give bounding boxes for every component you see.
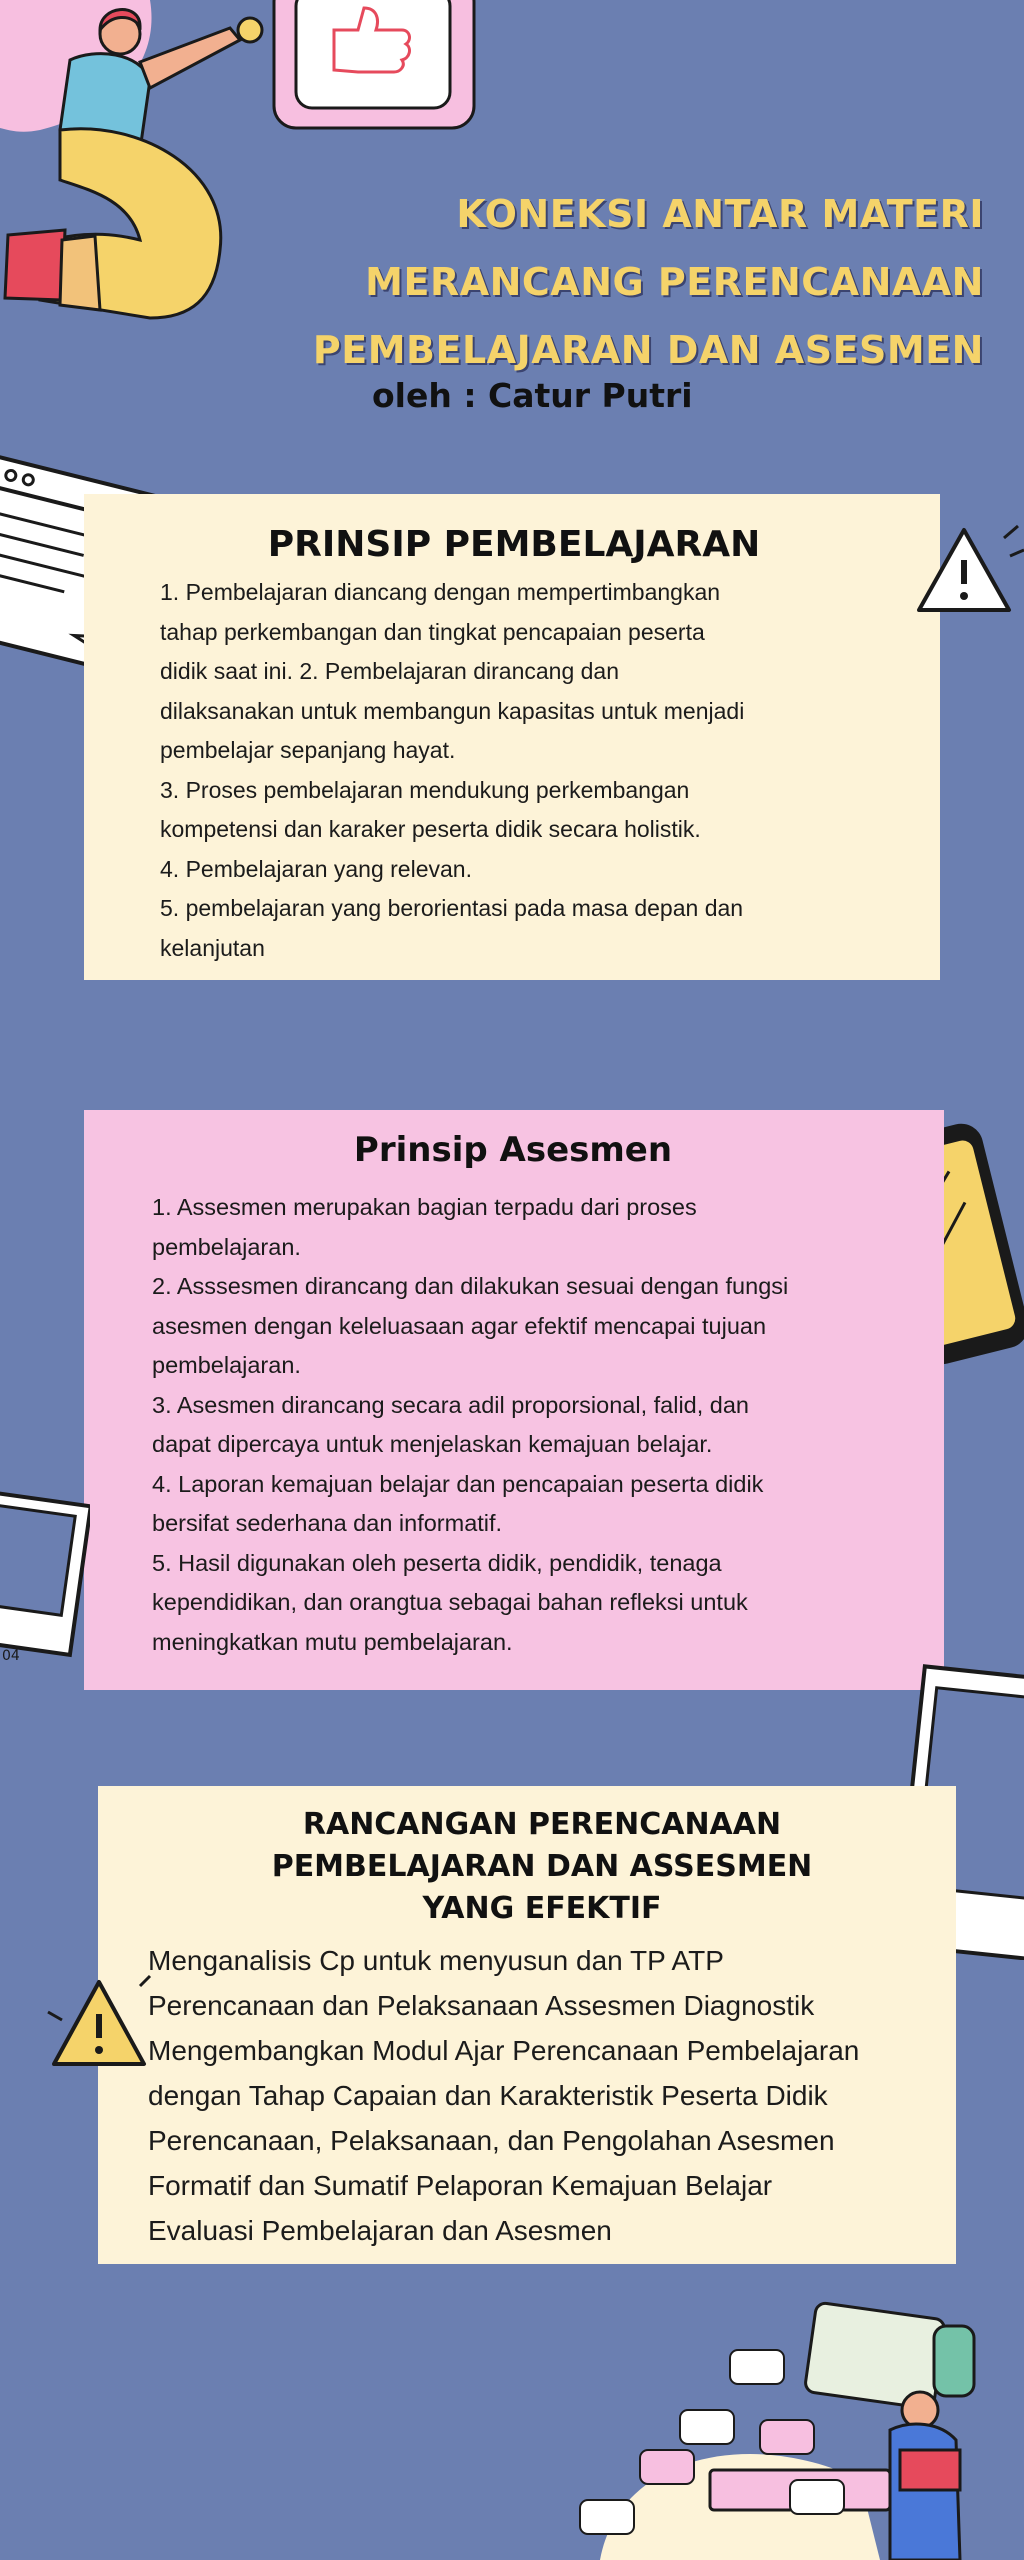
text-line: meningkatkan mutu pembelajaran. xyxy=(152,1628,513,1655)
page-title xyxy=(224,180,984,384)
warning-sign-icon xyxy=(44,1972,154,2082)
text-line: asesmen dengan keleluasaan agar efektif mencapai tujuan xyxy=(152,1312,767,1339)
text-line: 1. Assesmen merupakan bagian terpadu dari proses xyxy=(152,1194,697,1220)
text-line: kependidikan, dan orangtua sebagai bahan refleksi untuk xyxy=(152,1589,748,1615)
card-title-line: PEMBELAJARAN DAN ASSESMEN xyxy=(271,1849,813,1884)
title-line: MERANCANG PERENCANAAN xyxy=(365,260,984,304)
title-line: KONEKSI ANTAR MATERI xyxy=(456,192,984,236)
text-line: kelanjutan xyxy=(160,934,265,961)
text-line: pembelajaran. xyxy=(152,1352,301,1378)
card-title: Prinsip Asesmen xyxy=(353,1130,673,1170)
photo-frame-icon xyxy=(0,1480,90,1690)
text-line: Perencanaan, Pelaksanaan, dan Pengolahan Asesmen xyxy=(148,2125,835,2156)
effective-planning-card xyxy=(98,1786,956,2264)
card-body xyxy=(152,1188,874,1662)
principles-of-assessment-card xyxy=(84,1110,944,1690)
thumbs-up-card-icon xyxy=(268,0,488,140)
principles-of-learning-card xyxy=(84,494,940,980)
card-title xyxy=(148,1804,936,1930)
card-title-line: RANCANGAN PERENCANAAN xyxy=(302,1807,782,1842)
text-line: tahap perkembangan dan tingkat pencapaian peserta xyxy=(160,618,705,645)
text-line: dengan Tahap Capaian dan Karakteristik Peserta Didik xyxy=(148,2080,828,2111)
text-line: 4. Laporan kemajuan belajar dan pencapaian peserta didik xyxy=(152,1470,764,1497)
card-body xyxy=(160,573,868,968)
text-line: kompetensi dan karaker peserta didik secara holistik. xyxy=(160,816,701,842)
text-line: dapat dipercaya untuk menjelaskan kemajuan belajar. xyxy=(152,1431,713,1457)
text-line: bersifat sederhana dan informatif. xyxy=(152,1510,503,1536)
text-line: 1. Pembelajaran diancang dengan mempertimbangkan xyxy=(160,579,721,605)
text-line: 3. Asesmen dirancang secara adil proporsional, falid, dan xyxy=(152,1391,750,1418)
text-line: 5. pembelajaran yang berorientasi pada masa depan dan xyxy=(160,895,744,921)
text-line: 3. Proses pembelajaran mendukung perkembangan xyxy=(160,776,690,803)
text-line: Perencanaan dan Pelaksanaan Assesmen Diagnostik xyxy=(148,1990,815,2021)
text-line: Evaluasi Pembelajaran dan Asesmen xyxy=(148,2215,612,2246)
author-byline: oleh : Catur Putri xyxy=(372,376,693,415)
text-line: dilaksanakan untuk membangun kapasitas untuk menjadi xyxy=(160,697,745,724)
text-line: 2. Asssesmen dirancang dan dilakukan sesuai dengan fungsi xyxy=(152,1273,789,1299)
card-body xyxy=(148,1938,936,2253)
warning-sign-icon xyxy=(914,520,1024,630)
text-line: 5. Hasil digunakan oleh peserta didik, pendidik, tenaga xyxy=(152,1549,722,1576)
frame-caption: 04 xyxy=(2,1648,20,1664)
card-title: PRINSIP PEMBELAJARAN xyxy=(267,524,761,565)
text-line: 4. Pembelajaran yang relevan. xyxy=(160,855,472,882)
card-title-line: YANG EFEKTIF xyxy=(422,1891,662,1926)
text-line: Menganalisis Cp untuk menyusun dan TP ATP xyxy=(148,1945,724,1976)
text-line: pembelajaran. xyxy=(152,1233,301,1260)
text-line: Mengembangkan Modul Ajar Perencanaan Pembelajaran xyxy=(148,2035,860,2066)
title-line: PEMBELAJARAN DAN ASESMEN xyxy=(312,328,984,372)
text-line: Formatif dan Sumatif Pelaporan Kemajuan Belajar xyxy=(148,2170,773,2201)
text-line: pembelajar sepanjang hayat. xyxy=(160,737,456,763)
person-with-chat-bubbles-illustration xyxy=(560,2300,1024,2560)
text-line: didik saat ini. 2. Pembelajaran dirancang dan xyxy=(160,658,620,684)
